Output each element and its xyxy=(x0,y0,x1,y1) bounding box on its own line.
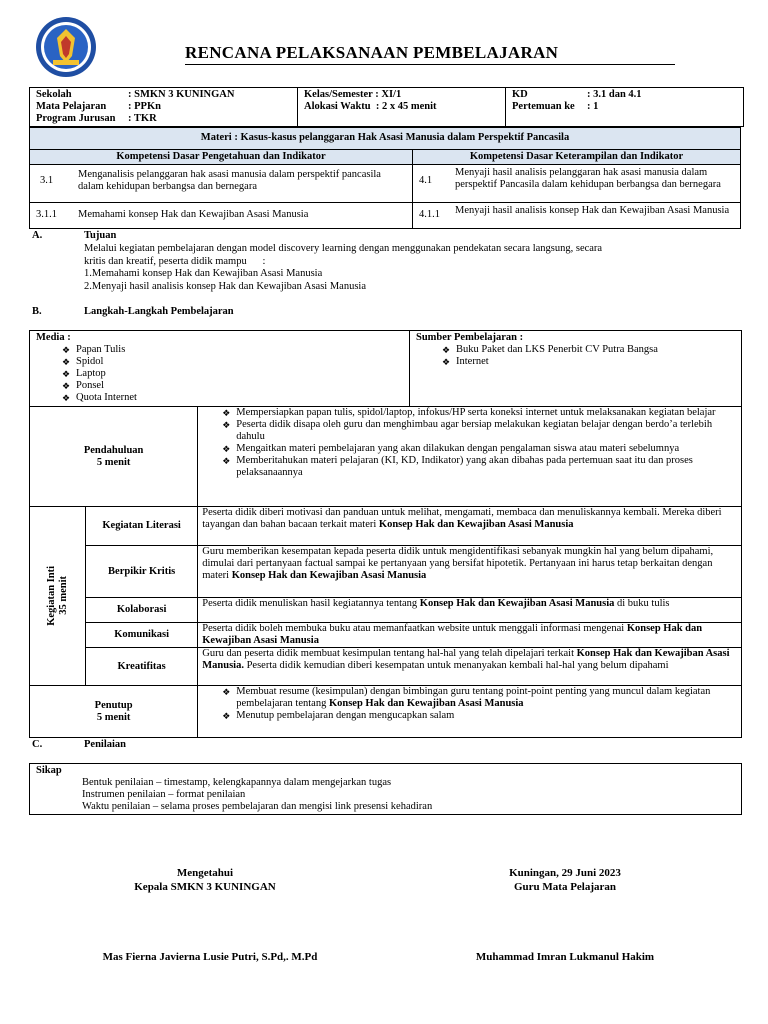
pendahuluan-title: Pendahuluan xyxy=(83,444,144,456)
list-item: ❖ Buku Paket dan LKS Penerbit CV Putra Bangsa xyxy=(422,344,735,356)
list-item: ❖ Spidol xyxy=(42,356,403,368)
pendahuluan-time: 5 menit xyxy=(96,456,131,468)
penilaian-line: Waktu penilaian – selama proses pembelajaran dan mengisi link presensi kehadiran xyxy=(82,801,433,812)
signature-right-name: Muhammad Imran Lukmanul Hakim xyxy=(475,951,655,963)
list-item: ❖ Mengaitkan materi pembelajaran yang akan dilakukan dengan pengalaman siswa atau materi sebelumnya xyxy=(202,443,737,455)
activity-name: Kreatifitas xyxy=(86,648,198,686)
section-letter: A. xyxy=(32,230,43,241)
materi-table xyxy=(29,127,741,229)
list-item: ❖ Papan Tulis xyxy=(42,344,403,356)
list-item: ❖ Laptop xyxy=(42,368,403,380)
section-letter: C. xyxy=(32,739,43,750)
signature-date: Kuningan, 29 Juni 2023 xyxy=(509,867,621,879)
section-letter: B. xyxy=(32,306,42,317)
penilaian-line: Instrumen penilaian – format penilaian xyxy=(82,789,246,800)
tujuan-text: Melalui kegiatan pembelajaran dengan model discovery learning dengan menggunakan pendekatan secara langsung, secara xyxy=(84,243,603,254)
activity-desc: Guru dan peserta didik membuat kesimpulan tentang hal-hal yang telah dipelajari terkait Konsep Hak dan Kewajiban Asasi Manusia. Peserta didik kemudian diberi kesempatan untuk menanyakan kembali hal-hal yang belum dipahami xyxy=(198,648,742,686)
kd-pengetahuan-header: Kompetensi Dasar Pengetahuan dan Indikator xyxy=(30,150,413,165)
list-item: ❖ Membuat resume (kesimpulan) dengan bimbingan guru tentang point-point penting yang muncul dalam kegiatan pembelajaran tentang Konsep Hak dan Kewajiban Asasi Manusia xyxy=(202,686,737,710)
list-item: ❖ Mempersiapkan papan tulis, spidol/laptop, infokus/HP serta koneksi internet untuk melaksanakan kegiatan belajar xyxy=(202,407,737,419)
section-heading-penilaian: Penilaian xyxy=(84,739,127,750)
title-underline xyxy=(185,64,675,65)
section-heading-langkah: Langkah-Langkah Pembelajaran xyxy=(84,306,234,317)
activity-name: Kegiatan Literasi xyxy=(86,507,198,546)
tujuan-text: kritis dan kreatif, peserta didik mampu : xyxy=(84,255,266,267)
media-label: Media : xyxy=(36,332,71,343)
alokasi-waktu: Alokasi Waktu : 2 x 45 menit xyxy=(304,101,437,112)
sumber-label: Sumber Pembelajaran : xyxy=(416,332,524,343)
list-item: ❖ Quota Internet xyxy=(42,392,403,404)
materi-title: Materi : Kasus-kasus pelanggaran Hak Asasi Manusia dalam Perspektif Pancasila xyxy=(30,128,741,150)
sikap-label: Sikap xyxy=(36,765,62,776)
media-table xyxy=(29,330,742,407)
tujuan-item: 2.Menyaji hasil analisis konsep Hak dan Kewajiban Asasi Manusia xyxy=(84,280,366,292)
activity-name: Komunikasi xyxy=(86,623,198,648)
jurusan-label: Program Jurusan xyxy=(36,113,116,124)
activity-desc: Peserta didik boleh membuka buku atau memanfaatkan website untuk menggali informasi mengenai Konsep Hak dan Kewajiban Asasi Manusia xyxy=(198,623,742,648)
kd-label: KD xyxy=(512,89,528,100)
kegiatan-inti-label xyxy=(30,507,86,686)
penilaian-table xyxy=(29,763,742,815)
kd-text: Menyaji hasil analisis pelanggaran hak asasi manusia dalam perspektif Pancasila dalam kehidupan berbangsa dan bernegara xyxy=(451,165,741,203)
activity-name: Kolaborasi xyxy=(86,598,198,623)
steps-table xyxy=(29,406,742,738)
penutup-title: Penutup xyxy=(94,699,133,711)
school-logo xyxy=(35,16,97,78)
activity-desc: Guru memberikan kesempatan kepada peserta didik untuk mengidentifikasi sebanyak mungkin hal yang belum dipahami, dimulai dari pertanyaan factual sampai ke pertanyaan yang bersifat hipotetik. Pertanyaan ini harus tetap berkaitan dengan materi Konsep Hak dan Kewajiban Asasi Manusia xyxy=(198,546,742,598)
kelas-semester: Kelas/Semester : XI/1 xyxy=(304,89,402,100)
mapel-value: : PPKn xyxy=(128,101,161,112)
section-heading-tujuan: Tujuan xyxy=(84,230,117,241)
kd-text: Menganalisis pelanggaran hak asasi manusia dalam perspektif pancasila dalam kehidupan berbangsa dan bernegara xyxy=(74,165,413,203)
activity-desc: Peserta didik diberi motivasi dan panduan untuk melihat, mengamati, membaca dan menuliskannya kembali. Mereka diberi tayangan dan bahan bacaan terkait materi Konsep Hak dan Kewajiban Asasi Manusia xyxy=(198,507,742,546)
kd-number: 4.1.1 xyxy=(413,203,452,229)
sekolah-label: Sekolah xyxy=(36,89,72,100)
list-item: ❖ Menutup pembelajaran dengan mengucapkan salam xyxy=(202,710,737,722)
activity-name: Berpikir Kritis xyxy=(86,546,198,598)
kd-text: Memahami konsep Hak dan Kewajiban Asasi Manusia xyxy=(74,203,413,229)
kd-number: 3.1 xyxy=(30,165,75,203)
signature-left-title: Kepala SMKN 3 KUNINGAN xyxy=(134,881,276,893)
list-item: ❖ Peserta didik disapa oleh guru dan menghimbau agar bersiap melakukan kegiatan belajar dengan berdo’a terlebih dahulu xyxy=(202,419,737,443)
sekolah-value: : SMKN 3 KUNINGAN xyxy=(128,89,235,100)
signature-right-title: Guru Mata Pelajaran xyxy=(513,881,617,893)
penilaian-line: Bentuk penilaian – timestamp, kelengkapannya dalam mengejarkan tugas xyxy=(82,777,392,788)
kd-keterampilan-header: Kompetensi Dasar Keterampilan dan Indikator xyxy=(413,150,741,165)
tujuan-item: 1.Memahami konsep Hak dan Kewajiban Asasi Manusia xyxy=(84,268,323,279)
kd-number: 4.1 xyxy=(413,165,452,203)
activity-desc: Peserta didik menuliskan hasil kegiatannya tentang Konsep Hak dan Kewajiban Asasi Manusia di buku tulis xyxy=(198,598,742,623)
kd-text: Menyaji hasil analisis konsep Hak dan Kewajiban Asasi Manusia xyxy=(451,203,741,229)
page-title: RENCANA PELAKSANAAN PEMBELAJARAN xyxy=(185,43,559,62)
list-item: ❖ Ponsel xyxy=(42,380,403,392)
pertemuan-value: : 1 xyxy=(587,101,599,112)
jurusan-value: : TKR xyxy=(128,113,157,124)
mapel-label: Mata Pelajaran xyxy=(36,101,107,112)
signature-left-name: Mas Fierna Javierna Lusie Putri, S.Pd,. M.Pd xyxy=(102,951,318,963)
list-item: ❖ Memberitahukan materi pelajaran (KI, KD, Indikator) yang akan dibahas pada pertemuan saat itu dan proses pelaksanaannya xyxy=(202,455,737,479)
kd-value: : 3.1 dan 4.1 xyxy=(587,89,642,100)
penutup-time: 5 menit xyxy=(96,711,131,723)
info-table xyxy=(29,87,744,127)
pertemuan-label: Pertemuan ke xyxy=(512,101,575,112)
signature-left-label: Mengetahui xyxy=(176,867,234,879)
kegiatan-inti-line: 35 menit xyxy=(57,576,69,616)
list-item: ❖ Internet xyxy=(422,356,735,368)
kegiatan-inti-line: Kegiatan Inti xyxy=(45,566,57,626)
kd-number: 3.1.1 xyxy=(30,203,75,229)
